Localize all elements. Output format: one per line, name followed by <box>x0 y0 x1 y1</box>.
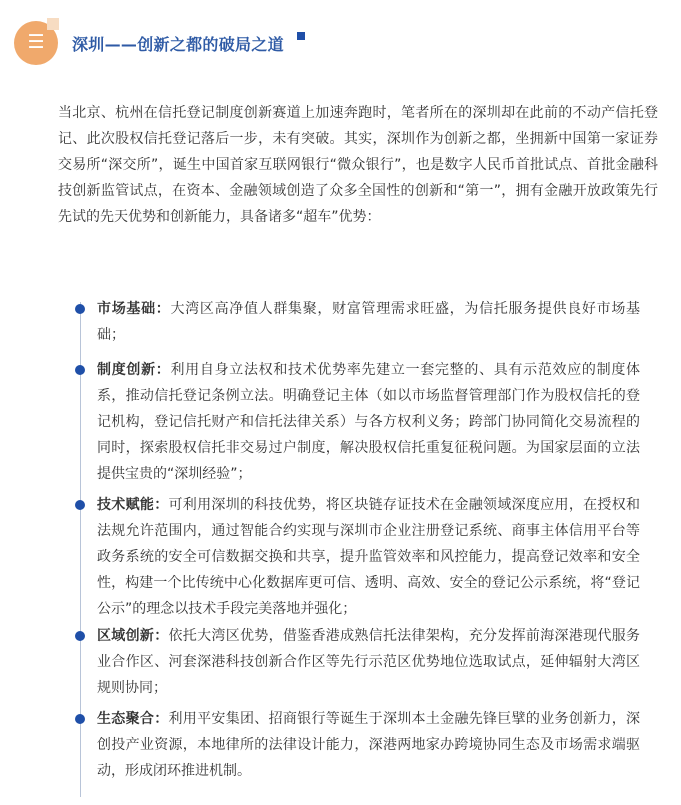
bullet-dot <box>75 304 85 314</box>
item-label: 市场基础： <box>97 301 171 317</box>
bullet-dot <box>75 500 85 510</box>
list-item-ecosystem <box>97 706 640 784</box>
item-label: 生态聚合： <box>97 711 169 727</box>
item-text: 依托大湾区优势，借鉴香港成熟信托法律架构，充分发挥前海深港现代服务业合作区、河套深港科技创新合作区等先行示范区优势地位选取试点，延伸辐射大湾区规则协同； <box>97 628 641 696</box>
item-text: 可利用深圳的科技优势，将区块链存证技术在金融领域深度应用，在授权和法规允许范围内，通过智能合约实现与深圳市企业注册登记系统、商事主体信用平台等政务系统的安全可信数据交换和共享，提升监管效率和风控能力，提高登记效率和安全性，构建一个比传统中心化数据库更可信、透明、高效、安全的登记公示系统，将“登记公示”的理念以技术手段完美落地并强化； <box>97 497 641 617</box>
list-item-regional <box>97 623 640 701</box>
intro-paragraph: 当北京、杭州在信托登记制度创新赛道上加速奔跑时，笔者所在的深圳却在此前的不动产信托登记、此次股权信托登记落后一步，未有突破。其实，深圳作为创新之都，坐拥新中国第一家证券交易所“深交所”，诞生中国首家互联网银行“微众银行”，也是数字人民币首批试点、首批金融科技创新监管试点，在资本、金融领域创造了众多全国性的创新和“第一”，拥有金融开放政策先行先试的先天优势和创新能力，具备诸多“超车”优势： <box>58 105 658 225</box>
item-text: 大湾区高净值人群集聚，财富管理需求旺盛，为信托服务提供良好市场基础； <box>97 301 641 343</box>
bullet-dot <box>75 631 85 641</box>
list-lines-icon: ☰ <box>27 31 45 53</box>
bullet-dot <box>75 365 85 375</box>
bullet-dot <box>75 714 85 724</box>
item-text: 利用自身立法权和技术优势率先建立一套完整的、具有示范效应的制度体系，推动信托登记条例立法。明确登记主体（如以市场监督管理部门作为股权信托的登记机构，登记信托财产和信托法律关系）与各方权利义务；跨部门协同简化交易流程的同时，探索股权信托非交易过户制度，解决股权信托重复征税问题。为国家层面的立法提供宝贵的“深圳经验”； <box>97 362 641 482</box>
item-text: 利用平安集团、招商银行等诞生于深圳本土金融先锋巨擘的业务创新力，深创投产业资源，本地律所的法律设计能力，深港两地家办跨境协同生态及市场需求端驱动，形成闭环推进机制。 <box>97 711 641 779</box>
section-header <box>14 18 334 68</box>
item-label: 区域创新： <box>97 628 169 644</box>
item-label: 制度创新： <box>97 362 171 378</box>
list-item-technology <box>97 492 640 622</box>
title-accent-square <box>297 32 305 40</box>
list-item-institution <box>97 357 640 487</box>
item-label: 技术赋能： <box>97 497 169 513</box>
section-title: 深圳——创新之都的破局之道 <box>72 35 284 54</box>
list-item-market <box>97 296 640 348</box>
